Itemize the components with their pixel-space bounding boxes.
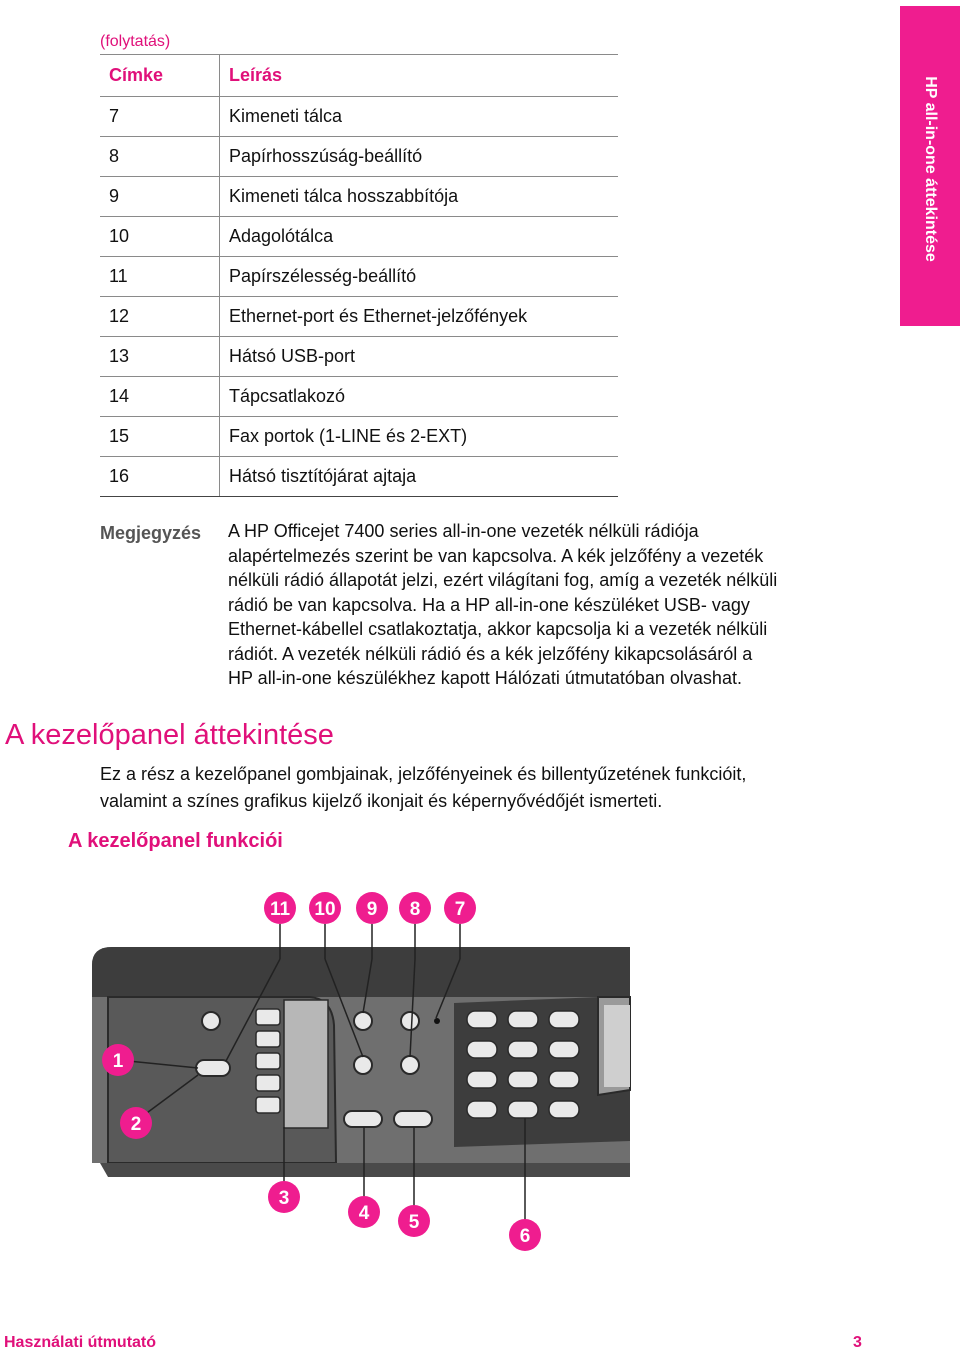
callout-number: 5 [408, 1212, 420, 1233]
stack-button [256, 1009, 280, 1025]
callout-number: 3 [278, 1188, 290, 1209]
row-description: Fax portok (1-LINE és 2-EXT) [220, 417, 619, 457]
display-screen [604, 1005, 630, 1087]
table-row [100, 137, 618, 177]
keypad-key [467, 1041, 497, 1058]
callout-5 [398, 1205, 430, 1237]
start-button-left [344, 1111, 382, 1127]
keypad-key [549, 1071, 579, 1088]
row-label: 9 [100, 177, 220, 217]
intro-line: Ez a rész a kezelőpanel gombjainak, jelzőfényeinek és billentyűzetének funkcióit, [100, 764, 747, 784]
table-row [100, 337, 618, 377]
start-button-right [394, 1111, 432, 1127]
stack-button [256, 1053, 280, 1069]
side-tab-label: HP all-in-one áttekintése [922, 76, 939, 262]
stack-button [256, 1031, 280, 1047]
keypad-key [549, 1041, 579, 1058]
panel-top-face [92, 947, 630, 997]
table-row [100, 257, 618, 297]
keypad-key [467, 1101, 497, 1118]
indicator-light [434, 1018, 440, 1024]
note-line: nélküli rádió állapotát jelzi, ezért világítani fog, amíg a vezeték nélküli [228, 570, 778, 590]
intro-line: valamint a színes grafikus kijelző ikonjait és képernyővédőjét ismerteti. [100, 790, 663, 811]
row-label: 10 [100, 217, 220, 257]
row-label: 15 [100, 417, 220, 457]
keypad-key [508, 1101, 538, 1118]
callout-2 [120, 1107, 152, 1139]
mid-button [401, 1012, 419, 1030]
table-row [100, 377, 618, 417]
callout-number: 6 [519, 1226, 531, 1247]
row-label: 16 [100, 457, 220, 497]
callout-10 [309, 892, 341, 924]
section-title: A kezelőpanel áttekintése [5, 719, 334, 751]
note-line: HP all-in-one készülékhez kapott Hálózati útmutatóban olvashat. [228, 668, 742, 688]
keypad-key [508, 1011, 538, 1028]
page-number: 3 [853, 1334, 862, 1351]
left-button-oval [196, 1060, 230, 1076]
table-row [100, 177, 618, 217]
continued-label: (folytatás) [100, 33, 171, 50]
keypad-key [508, 1041, 538, 1058]
callout-number: 7 [454, 899, 466, 920]
table-row [100, 457, 618, 497]
keypad-key [467, 1011, 497, 1028]
callout-number: 2 [130, 1114, 142, 1135]
callout-number: 8 [409, 899, 421, 920]
control-panel-figure [80, 885, 640, 1265]
row-label: 7 [100, 97, 220, 137]
row-description: Tápcsatlakozó [220, 377, 619, 417]
note-label: Megjegyzés [100, 523, 202, 543]
table-row [100, 297, 618, 337]
row-label: 13 [100, 337, 220, 377]
keypad-key [549, 1011, 579, 1028]
left-button-round [202, 1012, 220, 1030]
callout-number: 1 [112, 1051, 124, 1072]
callout-3 [268, 1181, 300, 1213]
keypad-key [508, 1071, 538, 1088]
panel-base [100, 1163, 630, 1177]
row-label: 11 [100, 257, 220, 297]
note-line: rádiót. A vezeték nélküli rádió és a kék jelzőfény kikapcsolásáról a [228, 643, 753, 664]
col-header-description: Leírás [220, 55, 619, 97]
row-description: Adagolótálca [220, 217, 619, 257]
callout-number: 10 [314, 899, 336, 920]
row-label: 12 [100, 297, 220, 337]
subsection-title: A kezelőpanel funkciói [68, 830, 283, 852]
mid-button [354, 1056, 372, 1074]
col-header-label: Címke [100, 55, 220, 97]
note-line: alapértelmezés szerint be van kapcsolva. A kék jelzőfény a vezeték [228, 545, 764, 566]
callout-4 [348, 1196, 380, 1228]
callout-number: 4 [358, 1203, 370, 1224]
parts-table [100, 54, 618, 497]
table-header-row [100, 55, 618, 97]
mid-button [401, 1056, 419, 1074]
callout-number: 9 [366, 899, 378, 920]
label-strip [284, 1000, 328, 1128]
stack-button [256, 1097, 280, 1113]
callout-1 [102, 1044, 134, 1076]
mid-button [354, 1012, 372, 1030]
callout-7 [444, 892, 476, 924]
keypad-key [549, 1101, 579, 1118]
callout-9 [356, 892, 388, 924]
table-row [100, 417, 618, 457]
row-description: Hátsó tisztítójárat ajtaja [220, 457, 619, 497]
table-row [100, 97, 618, 137]
row-description: Kimeneti tálca [220, 97, 619, 137]
note-line: rádió be van kapcsolva. Ha a HP all-in-one készüléket USB- vagy [228, 594, 750, 615]
keypad-key [467, 1071, 497, 1088]
row-description: Papírhosszúság-beállító [220, 137, 619, 177]
footer-title: Használati útmutató [4, 1334, 157, 1351]
table-row [100, 217, 618, 257]
callout-11 [264, 892, 296, 924]
row-label: 8 [100, 137, 220, 177]
row-description: Papírszélesség-beállító [220, 257, 619, 297]
callout-8 [399, 892, 431, 924]
callout-number: 11 [269, 899, 291, 920]
row-description: Hátsó USB-port [220, 337, 619, 377]
side-section-tab [900, 6, 960, 326]
row-label: 14 [100, 377, 220, 417]
stack-button [256, 1075, 280, 1091]
note-line: Ethernet-kábellel csatlakoztatja, akkor kapcsolja ki a vezeték nélküli [228, 619, 768, 639]
note-text [228, 519, 848, 691]
note-line: A HP Officejet 7400 series all-in-one vezeték nélküli rádiója [228, 521, 699, 541]
section-intro [100, 761, 840, 814]
row-description: Kimeneti tálca hosszabbítója [220, 177, 619, 217]
callout-6 [509, 1219, 541, 1251]
row-description: Ethernet-port és Ethernet-jelzőfények [220, 297, 619, 337]
